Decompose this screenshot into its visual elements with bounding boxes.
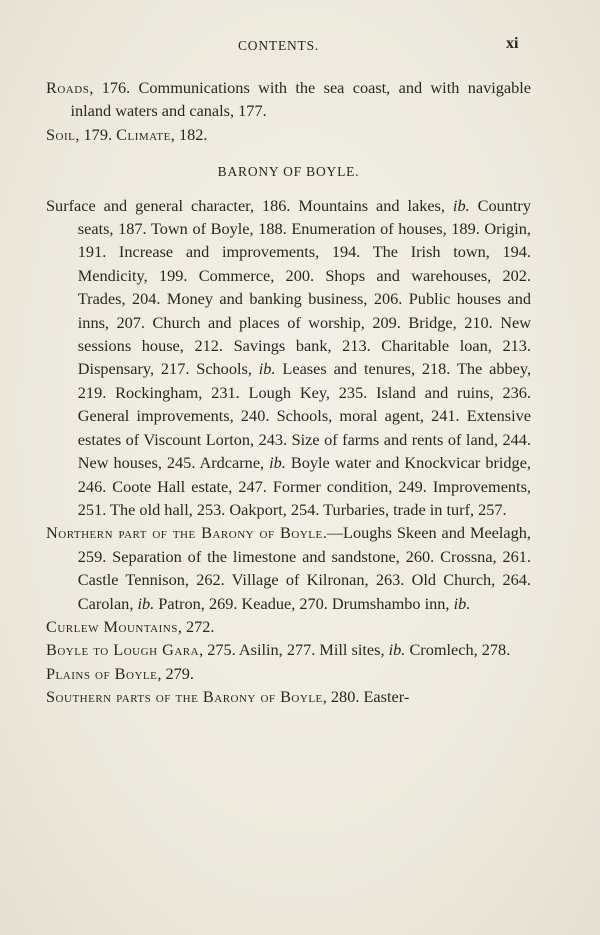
entry-text: , 280. Easter- [322,687,410,707]
entry-text: Country seats, 187. Town of Boyle, 188. Enumeration of houses, 189. Origin, 191. Increase and improvements, 194. The Irish town, 194. Mendicity, 199. Commerce, 200. Shops and warehouses, 202. Trades, 204. Money and banking business, 206. Public houses and inns, 207. Church and places of worship, 209. Bridge, 210. New sessions house, 212. Savings bank, 213. Charitable loan, 213. Dispensary, 217. Schools, [77,195,531,379]
ibid-mark: ib. [388,640,406,660]
entry-barony-of-boyle [46,194,531,522]
entry-text: Surface and general character, 186. Mountains and lakes, [46,195,445,215]
entry-curlew-mountains [46,615,531,638]
entry-term: Boyle to Lough Gara [46,640,200,660]
ibid-mark: ib. [453,593,471,613]
entry-text: .—Loughs Skeen and Meelagh, 259. Separation of the limestone and sandstone, 260. Crossna, 261. Castle Tennison, 262. Village of Kilronan, 263. Old Church, 264. Carolan, [77,523,531,613]
running-title: CONTENTS. [238,38,320,53]
entry-roads [46,76,531,123]
ibid-mark: ib. [452,195,470,215]
entry-text: , 272. [177,616,215,636]
entry-text: Patron, 269. Keadue, 270. Drumshambo inn, [158,593,450,613]
entry-text: Boyle water and Knockvicar bridge, 246. Coote Hall estate, 247. Former condition, 249. Improvements, 251. The old hall, 253. Oakport, 254. Turbaries, trade in turf, 257. [77,453,531,519]
running-head [0,35,600,58]
section-heading: BARONY OF BOYLE. [217,164,360,180]
entry-boyle-to-lough-gara [46,638,531,661]
entry-plains-of-boyle [46,662,531,685]
entry-term: Curlew Mountains [46,616,178,636]
ibid-mark: ib. [137,593,155,613]
contents-text [46,76,531,709]
entry-text: Cromlech, 278. [409,640,511,660]
entry-southern-parts [46,685,531,708]
entry-text: Leases and tenures, 218. The abbey, 219. Rockingham, 231. Lough Key, 235. Island and ruins, 236. General improvements, 240. Schools, moral agent, 241. Extensive estates of Viscount Lorton, 243. Size of farms and rents of land, 244. New houses, 245. Ardcarne, [77,359,532,473]
page-number: xi [506,35,519,52]
entry-term: Northern part of the Barony of Boyle [46,523,323,543]
entry-text: , 179. [75,124,113,144]
entry-term: Roads [46,78,90,97]
entry-term: Plains of Boyle [46,663,158,683]
entry-term: Climate [116,124,171,144]
entry-text: , 275. Asilin, 277. Mill sites, [199,640,385,660]
entry-northern-part [46,521,531,615]
entry-term: Soil [46,124,76,144]
entry-term: Southern parts of the Barony of Boyle [46,687,323,707]
ibid-mark: ib. [258,359,276,379]
entry-text: , 182. [170,124,208,144]
entry-text: , 279. [157,663,194,683]
entry-soil-climate [46,123,531,146]
ibid-mark: ib. [269,453,286,473]
entry-text: , 176. Communications with the sea coast, and with navigable inland waters and canals, 177. [70,78,531,121]
